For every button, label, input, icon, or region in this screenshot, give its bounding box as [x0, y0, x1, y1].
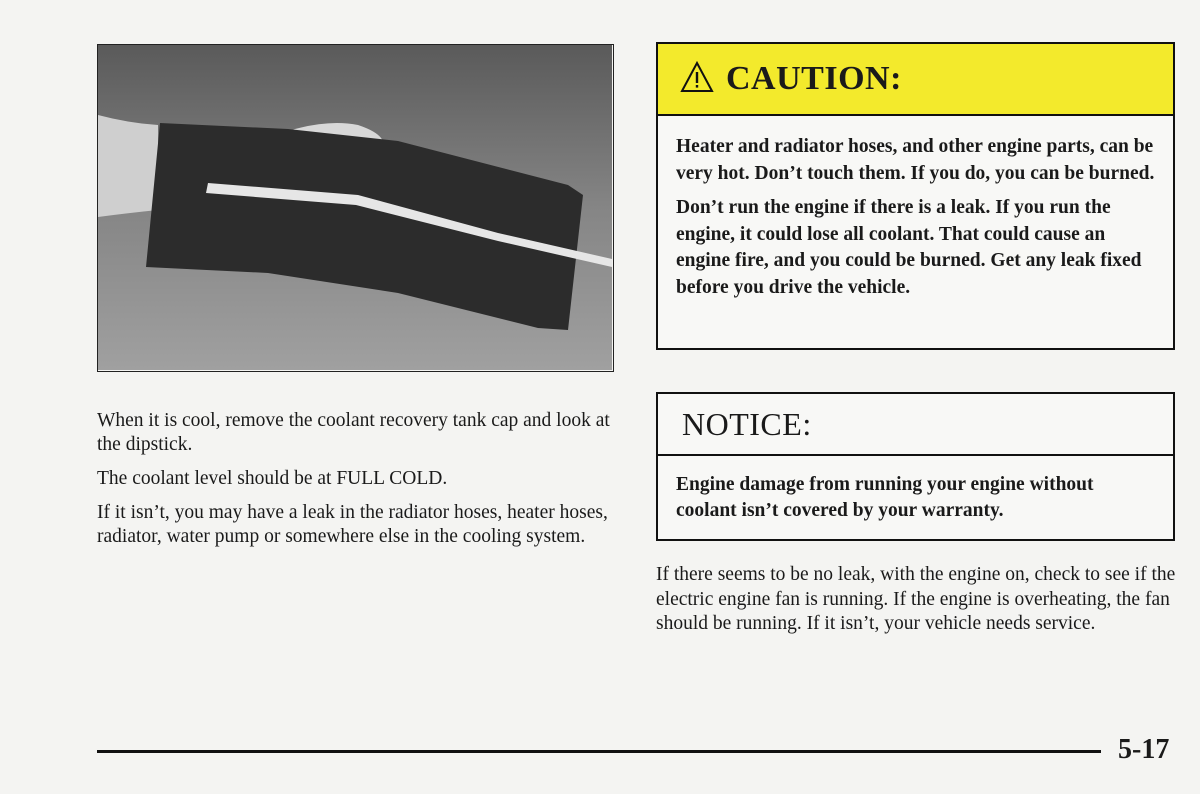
footer-rule — [97, 750, 1101, 753]
dipstick-photo — [97, 44, 614, 372]
notice-box — [656, 392, 1175, 541]
notice-title: NOTICE: — [682, 405, 812, 442]
fan-check-paragraph: If there seems to be no leak, with the engine on, check to see if the electric engine fan is running. If the engine is overheating, the fan should be running. If it isn’t, your vehicle needs service. — [656, 564, 1176, 634]
warning-triangle-icon — [680, 61, 714, 98]
instruction-paragraph: The coolant level should be at FULL COLD. — [97, 468, 448, 489]
caution-title: CAUTION: — [726, 60, 902, 97]
instruction-paragraph: When it is cool, remove the coolant recovery tank cap and look at the dipstick. — [97, 410, 610, 455]
caution-box — [656, 42, 1175, 350]
caution-paragraph: Don’t run the engine if there is a leak. If you run the engine, it could lose all coolant. That could cause an engine fire, and you could be burned. Get any leak fixed before you drive the vehicle. — [676, 197, 1142, 298]
caution-header — [658, 44, 1173, 116]
left-column — [97, 409, 622, 559]
right-column — [656, 563, 1181, 637]
notice-header — [658, 394, 1173, 456]
notice-body: Engine damage from running your engine without coolant isn’t covered by your warranty. — [676, 474, 1094, 521]
instruction-paragraph: If it isn’t, you may have a leak in the radiator hoses, heater hoses, radiator, water pump or somewhere else in the cooling system. — [97, 502, 608, 547]
page-number: 5-17 — [1118, 734, 1170, 765]
caution-body — [658, 116, 1173, 301]
caution-paragraph: Heater and radiator hoses, and other engine parts, can be very hot. Don’t touch them. If you do, you can be burned. — [676, 136, 1155, 184]
